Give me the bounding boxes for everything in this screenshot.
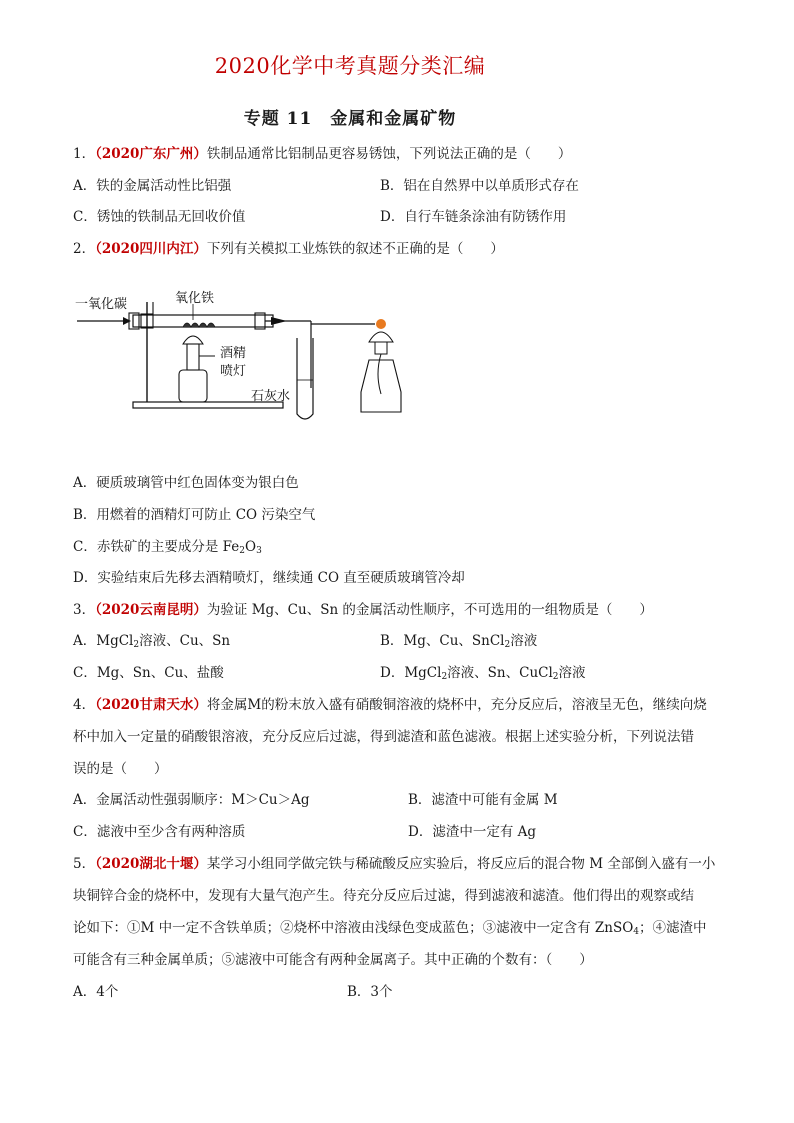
iron-oxide-label: 氧化铁: [175, 291, 215, 306]
option-a: A．4个: [73, 984, 119, 1000]
option-d: [380, 664, 586, 682]
limewater-label: 石灰水: [251, 389, 291, 404]
question-source: （2020湖北十堰）: [95, 856, 207, 872]
subscript: 2: [239, 546, 245, 556]
stem-text: ；④滤渣中: [639, 920, 707, 936]
alcohol-lamp: [361, 360, 401, 412]
question-1: [73, 145, 571, 163]
burner-reservoir: [179, 370, 207, 402]
option-text: 溶液、Cu、Sn: [139, 633, 231, 649]
option-c: [73, 538, 262, 556]
option-text: 溶液: [558, 665, 586, 681]
question-stem: 铁制品通常比铝制品更容易锈蚀，下列说法正确的是（ ）: [206, 146, 572, 162]
option-d: D．实验结束后先移去酒精喷灯，继续通 CO 直至硬质玻璃管冷却: [73, 570, 465, 586]
option-text: O: [244, 539, 257, 555]
option-a: A．硬质玻璃管中红色固体变为银白色: [73, 475, 299, 491]
question-stem-line: 杯中加入一定量的硝酸银溶液，充分反应后过滤，得到滤渣和蓝色滤液。根据上述实验分析，下列说法错: [73, 729, 694, 745]
flame-icon: [376, 319, 386, 329]
subscript: 2: [504, 640, 511, 650]
document-title: 2020化学中考真题分类汇编: [214, 54, 486, 78]
question-number: 3．: [73, 602, 96, 618]
option-text: B．Mg、Cu、SnCl: [380, 633, 505, 649]
lamp-neck: [375, 342, 387, 354]
option-a: A．金属活动性强弱顺序：M＞Cu＞Ag: [73, 792, 310, 808]
question-number: 4．: [73, 697, 96, 713]
iron-oxide-powder: [183, 323, 215, 327]
ironmaking-apparatus-figure: [75, 284, 445, 434]
lamp-flame: [369, 332, 393, 342]
arrow-head-icon: [123, 317, 131, 325]
question-4: [73, 696, 707, 714]
question-stem: 某学习小组同学做完铁与稀硫酸反应实验后，将反应后的混合物 M 全部倒入盛有一小: [206, 856, 716, 872]
subscript: 2: [133, 640, 140, 650]
option-c: C．滤液中至少含有两种溶质: [73, 824, 246, 840]
subscript: 2: [552, 672, 559, 682]
option-text: A．MgCl: [73, 633, 134, 649]
option-c: C．锈蚀的铁制品无回收价值: [73, 209, 246, 225]
subscript: 3: [256, 546, 262, 556]
burner-label-1: 酒精: [220, 346, 247, 361]
question-3: [73, 601, 653, 619]
flow-arrow-icon: [271, 317, 287, 325]
option-text: C．赤铁矿的主要成分是 Fe: [73, 539, 240, 555]
burner-body: [187, 344, 199, 370]
question-2: [73, 240, 504, 258]
option-d: D．滤渣中一定有 Ag: [408, 824, 537, 840]
question-number: 5．: [73, 856, 96, 872]
option-text: 溶液: [510, 633, 538, 649]
question-stem: 为验证 Mg、Cu、Sn 的金属活动性顺序，不可选用的一组物质是（ ）: [206, 602, 653, 618]
question-5: [73, 855, 715, 873]
option-b: B．滤渣中可能有金属 M: [408, 792, 558, 808]
question-stem: 下列有关模拟工业炼铁的叙述不正确的是（ ）: [206, 241, 504, 257]
question-number: 2．: [73, 241, 96, 257]
option-d: D．自行车链条涂油有防锈作用: [380, 209, 567, 225]
burner-flame: [183, 336, 203, 344]
burner-label-2: 喷灯: [220, 364, 247, 379]
topic-heading: 专题 11 金属和金属矿物: [243, 109, 457, 129]
subscript: 4: [633, 927, 640, 937]
co-label: 一氧化碳: [75, 297, 128, 312]
question-stem-line: [73, 919, 707, 937]
question-source: （2020甘肃天水）: [95, 697, 207, 713]
question-source: （2020广东广州）: [95, 146, 207, 162]
option-b: B．3个: [347, 984, 393, 1000]
question-stem: 将金属M的粉末放入盛有硝酸铜溶液的烧杯中，充分反应后，溶液呈无色，继续向烧: [206, 697, 707, 713]
option-text: D．MgCl: [380, 665, 442, 681]
question-stem-line: 块铜锌合金的烧杯中，发现有大量气泡产生。待充分反应后过滤，得到滤液和滤渣。他们得出的观察或结: [73, 888, 694, 904]
question-number: 1．: [73, 146, 96, 162]
question-stem-line: 可能含有三种金属单质；⑤滤液中可能含有两种金属离子。其中正确的个数有：（ ）: [73, 952, 593, 968]
option-c: C．Mg、Sn、Cu、盐酸: [73, 665, 224, 681]
option-text: 溶液、Sn、CuCl: [447, 665, 553, 681]
option-b: [380, 632, 537, 650]
question-source: （2020云南昆明）: [95, 602, 207, 618]
option-a: A．铁的金属活动性比铝强: [73, 178, 232, 194]
option-b: B．铝在自然界中以单质形式存在: [380, 178, 579, 194]
subscript: 2: [441, 672, 448, 682]
question-source: （2020四川内江）: [95, 241, 207, 257]
stem-text: 论如下：①M 中一定不含铁单质；②烧杯中溶液由浅绿色变成蓝色；③滤液中一定含有 ZnSO: [73, 920, 634, 936]
option-a: [73, 632, 230, 650]
option-b: B．用燃着的酒精灯可防止 CO 污染空气: [73, 507, 316, 523]
question-stem-line: 误的是（ ）: [73, 761, 168, 777]
